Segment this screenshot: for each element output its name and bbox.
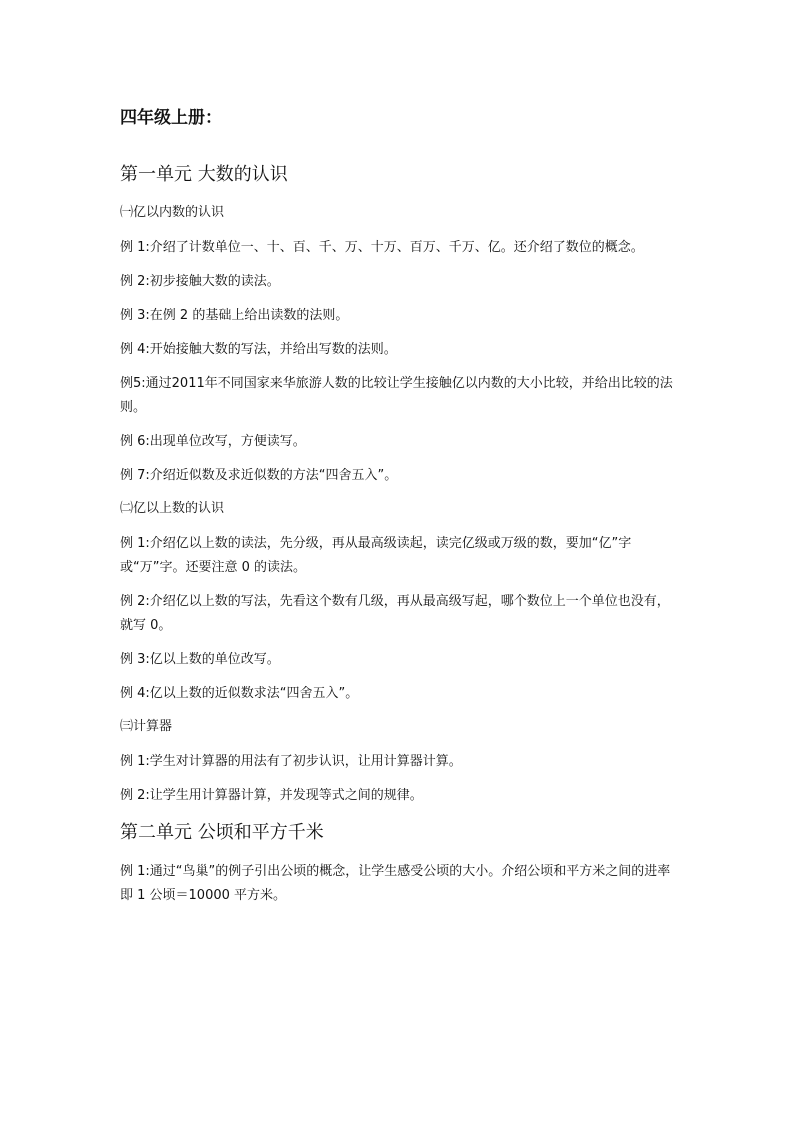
unit-title-2: 第二单元 公顷和平方千米 [120,822,324,843]
example-1-1-5: 例5:通过2011年不同国家来华旅游人数的比较让学生接触亿以内数的大小比较，并给出比较的法则。 [120,376,673,415]
example-1-1-1: 例 1:介绍了计数单位一、十、百、千、万、十万、百万、千万、亿。还介绍了数位的概念。 [120,240,644,255]
example-1-1-4: 例 4:开始接触大数的写法，并给出写数的法则。 [120,342,397,357]
example-1-2-3: 例 3:亿以上数的单位改写。 [120,652,280,667]
example-2-1-1: 例 1:通过“鸟巢”的例子引出公顷的概念，让学生感受公顷的大小。介绍公顷和平方米之间的进率即 1 公顷＝10000 平方米。 [120,864,671,903]
example-1-3-1: 例 1:学生对计算器的用法有了初步认识，让用计算器计算。 [120,754,462,769]
example-1-1-2: 例 2:初步接触大数的读法。 [120,274,280,289]
example-1-2-4: 例 4:亿以上数的近似数求法“四舍五入”。 [120,686,359,701]
example-1-3-2: 例 2:让学生用计算器计算，并发现等式之间的规律。 [120,788,423,803]
document-page [120,106,680,918]
section-title-1-2: ㈡亿以上数的认识 [120,501,225,516]
section-title-1-1: ㈠亿以内数的认识 [120,205,225,220]
unit-title-1: 第一单元 大数的认识 [120,164,288,185]
example-1-1-7: 例 7:介绍近似数及求近似数的方法“四舍五入”。 [120,468,398,483]
example-1-2-2: 例 2:介绍亿以上数的写法，先看这个数有几级，再从最高级写起，哪个数位上一个单位也没有，就写 0。 [120,594,670,633]
example-1-1-6: 例 6:出现单位改写，方便读写。 [120,434,306,449]
example-1-2-1: 例 1:介绍亿以上数的读法，先分级，再从最高级读起，读完亿级或万级的数，要加“亿”字或“万”字。还要注意 0 的读法。 [120,536,632,575]
example-1-1-3: 例 3:在例 2 的基础上给出读数的法则。 [120,308,349,323]
grade-title: 四年级上册： [120,108,222,128]
section-title-1-3: ㈢计算器 [120,719,173,734]
